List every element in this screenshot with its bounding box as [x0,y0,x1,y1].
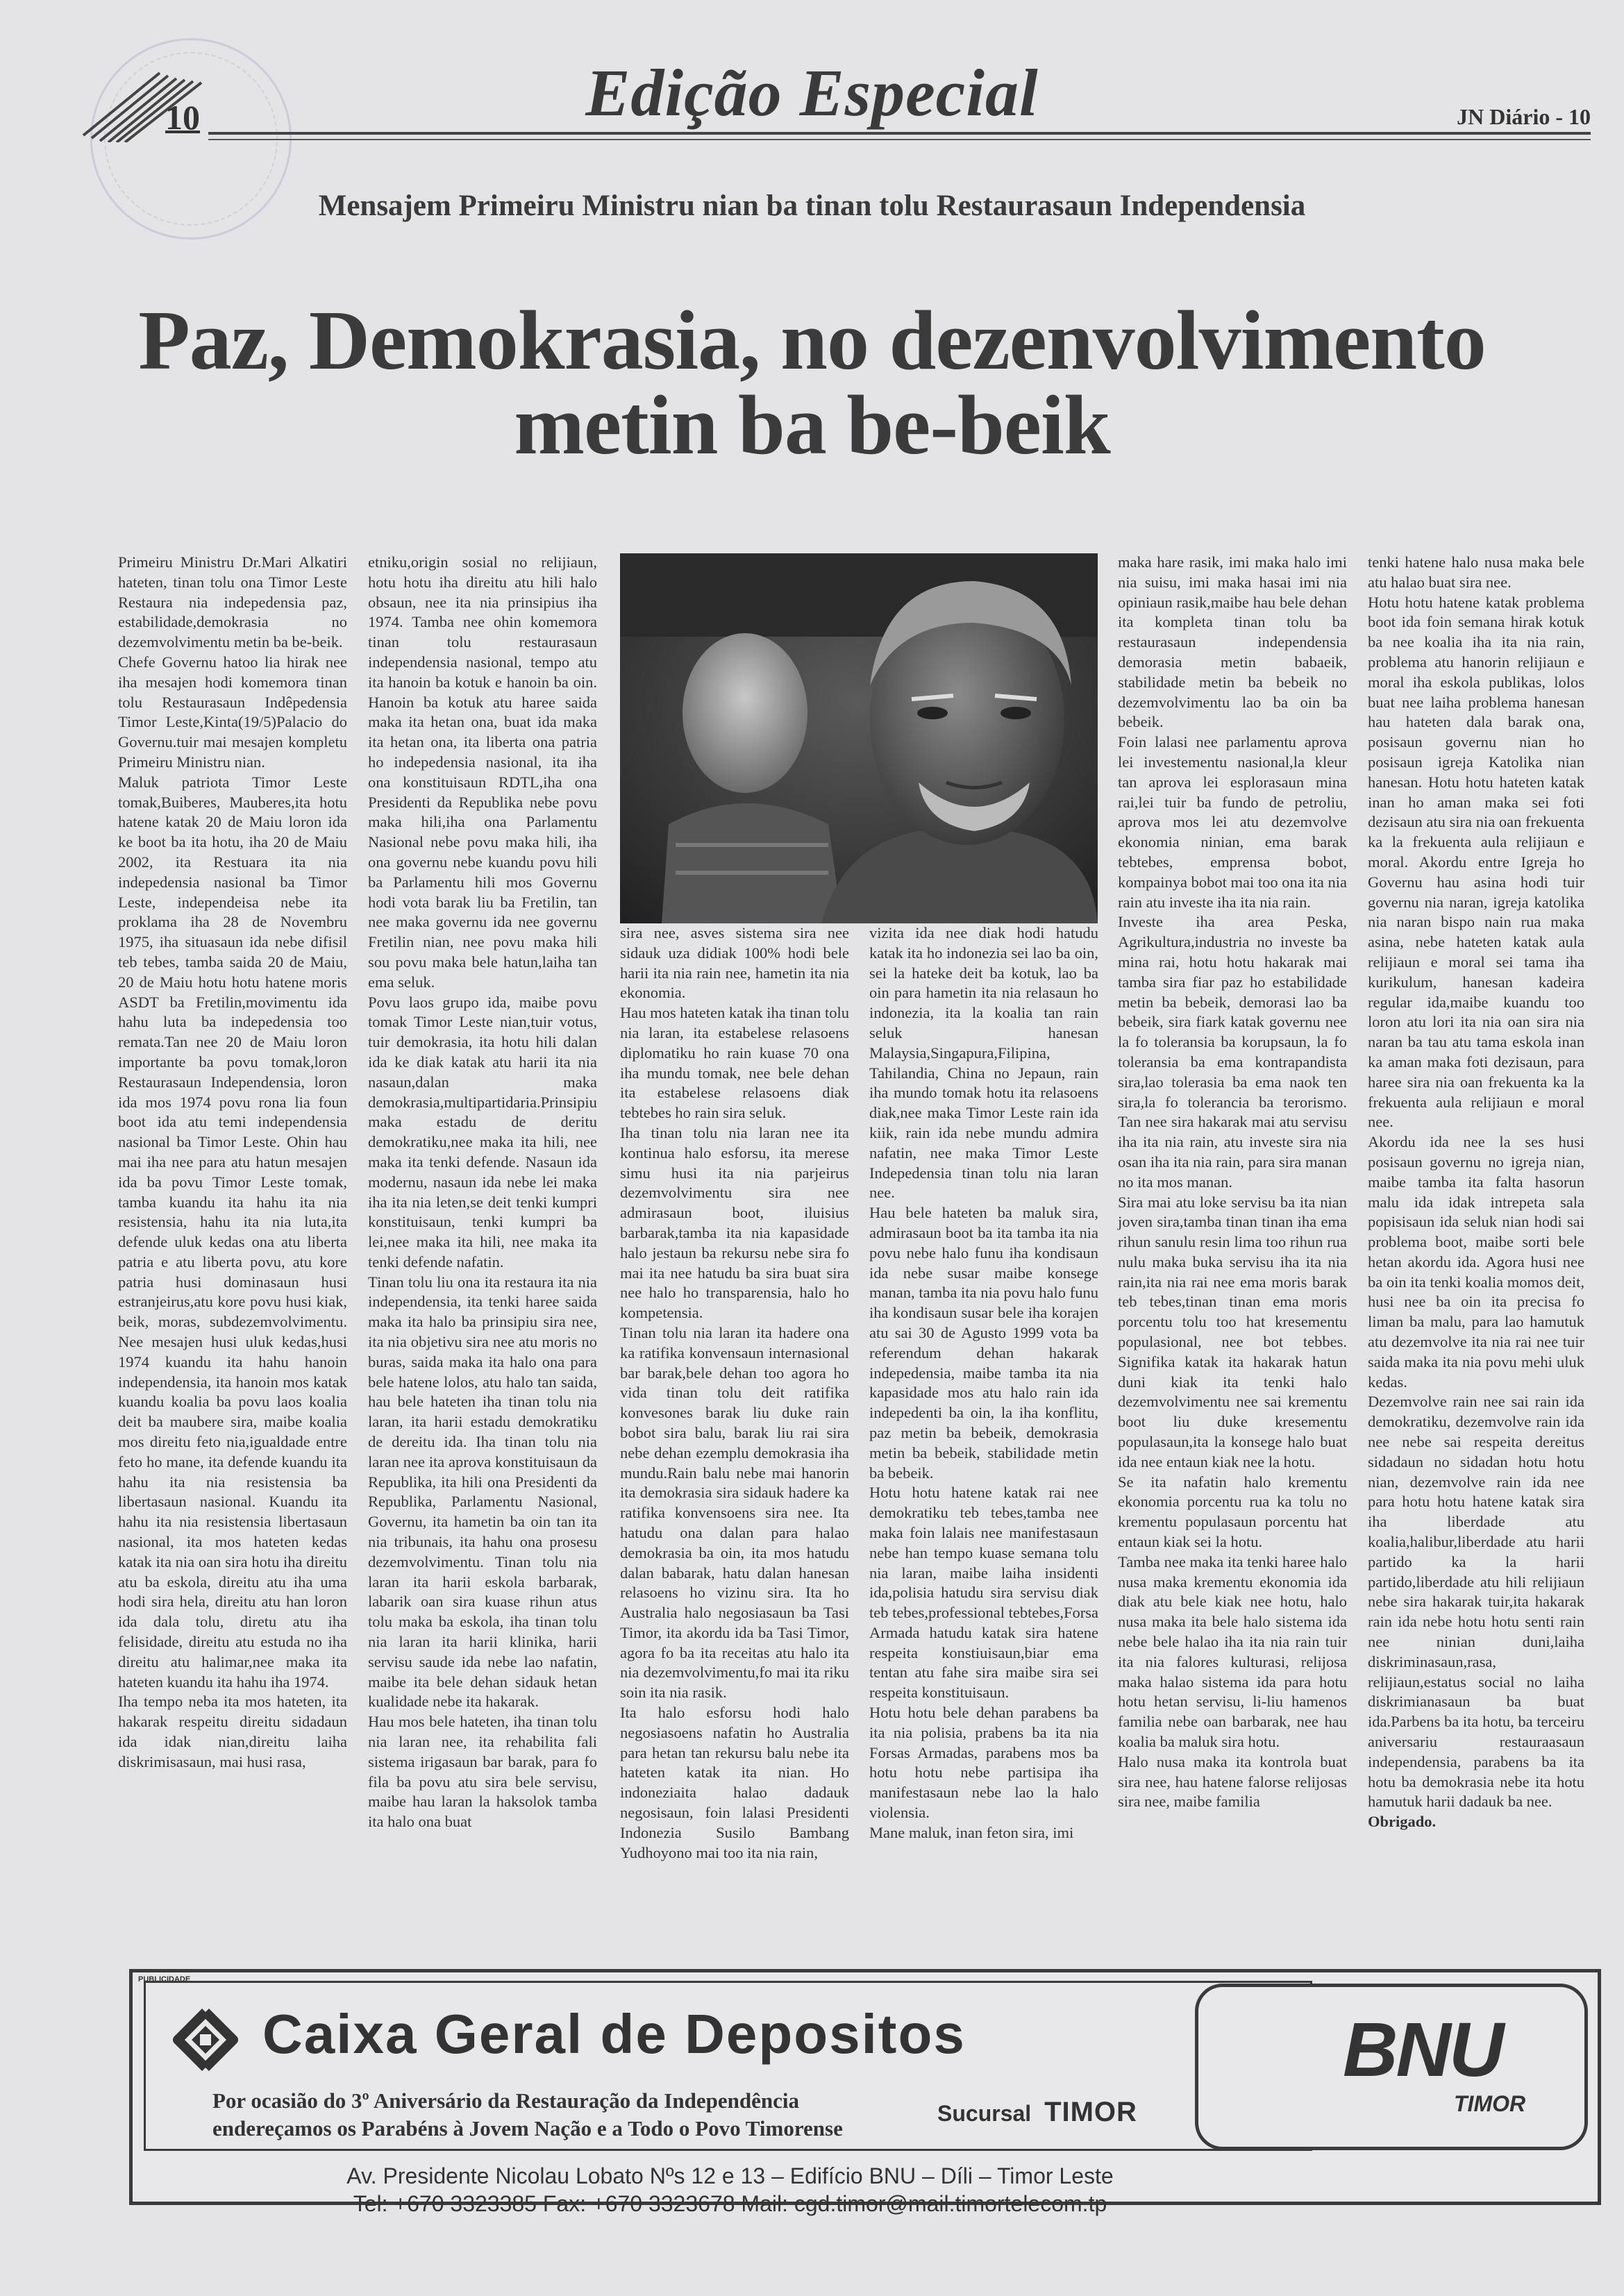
bnu-subtitle: TIMOR [1454,2091,1526,2116]
paragraph: Tamba nee maka ita tenki haree halo nusa maka krementu ekonomia ida diak atu bele kiak nee hotu, halo nusa maka ita bele halo sistema ida nebe bele halao iha ita nia rain tuir ita nia falores kulturasi, relijosa maka halao sistema ida para hotu hotu hetan servisu, li-liu hamenos familia nebe oan barbarak, nee hau koalia ba maluk sira hotu. [1118,1552,1347,1751]
paragraph: Tinan tolu nia laran ita hadere ona ka ratifika konvensaun internasional bar barak,bele dehan too agora ho vida tinan tolu deit ratifika konvesones barak liu duke rain bobot sira balu, barak liu rai sira nebe dehan ezemplu demokrasia iha mundu.Rain balu nebe mai hanorin ita demokrasia sira sidauk hadere ka ratifika konvensoens sira nee. Ita hatudu ona dalan para halao demokrasia ba oin, ita mos hatudu dalan babarak, hatu dalan hanesan relasoens ho vizinu sira. Ita ho Australia halo negosiasaun ba Tasi Timor, ita akordu ida ba Tasi Timor, agora fo ba ita receitas atu halo ita nia dezemvolvimentu,fo mai ita riku soin ita nia rasik. [620,1323,849,1702]
article-column-6 [1368,553,1584,1832]
bnu-logo: BNU [1343,2007,1502,2093]
paragraph: Se ita nafatin halo krementu ekonomia porcentu rua ka tolu no krementu populasaun porcentu hat entaun kiak sei la hotu. [1118,1473,1347,1551]
paragraph: Maluk patriota Timor Leste tomak,Buiberes, Mauberes,ita hotu hatene katak 20 de Maiu loron ida ke boot ba ita hotu, iha 20 de Maiu 2002, ita Restuara ita nia indepedensia nasional ba Timor Leste, independeisa nebe ita proklama iha 28 de Novembru 1975, iha situasaun ida nebe difisil teb tebes, tamba saida 20 de Maiu, 20 de Maiu hotu hotu hatene moris ASDT ba Fretilin,movimentu ida hahu luta ba indepedensia too remata.Tan nee 20 de Maiu loron importante ba povu tomak,loron Restaurasaun Independensia, loron ida mos 1974 povu rona lia foun boot ida atu temi independensia nasional ba Timor Leste. Ohin hau mai iha nee para atu hatun mesajen ida ba povu Timor Leste tomak, tamba kuandu ita hahu ita nia resistensia, hahu ita nia luta,ita defende uluk kedas ona atu liberta patria e atu liberta povu, atu kore patria husi dominasaun husi estranjeirus,atu kore povu husi kiak, beik, moras, subdezemvolvimentu. Nee mesajen husi uluk kedas,husi 1974 kuandu ita hahu hanoin independensia, ita hanoin mos katak kuandu koalia ba povu laos koalia deit ba maubere sira, maibe koalia mos direitu feto nia,igualdade entre feto ho mane, ita defende kuandu ita hahu ita nia resistensia ba libertasaun nasional. Kuandu ita hahu ita nia resistensia libertasaun nasional, ita mos hateten kedas katak ita nia oan sira hotu iha direitu atu ba eskola, direitu atu iha uma hodi sira hela, direitu atu han loron ida dala tolu, diretu atu iha felisidade, direitu atu estuda no iha direitu atu halimar,nee maka ita hateten kuandu ita hahu iha 1974. [118,773,347,1691]
paragraph: Foin lalasi nee parlamentu aprova lei investementu nasional,la kleur tan aprova lei esplorasaun mina rai,lei tuir ba fundo de petroliu, aprova mos lei atu dezemvolve ekonomia ninian, ema barak tebtebes, emprensa bobot, kompainya bobot mai too ona ita nia rain atu investe iha ita nia rain. [1118,733,1347,911]
paragraph: Dezemvolve rain nee sai rain ida demokratiku, dezemvolve rain ida nee nebe sai respeita dereitus sidadaun no sidadan hotu hotu nian, dezemvolve rain ida nee para hotu hotu hatene katak sira iha liberdade atu koalia,halibur,liberdade atu harii partido ka la harii partido,liberdade atu hili relijiaun nebe sira hakarak tuir,ita hakarak rain ida nebe hotu hotu senti rain nee ninian duni,laiha diskriminasaun,rasa, relijiaun,estatus social no laiha diskrimianasaun ba buat ida.Parbens ba ita hotu, ba terceiru aniversariu restauraasaun independensia, parabens ba ita hotu ba demokrasia nebe ita hotu hamutuk harii dadauk ba nee. [1368,1393,1584,1811]
paragraph: Hotu hotu hatene katak rai nee demokratiku teb tebes,tamba nee maka foin lalais nee manifestasaun nebe han tempo kuase semana tolu nia laran, maibe laiha insidenti ida,polisia hatudu sira servisu diak teb tebes,professional tebtebes,Forsa Armada hatudu katak sira hatene respeita konstiuisaun,biar ema tentan atu fahe sira maibe sira sei respeita konstituisaun. [869,1484,1098,1702]
headline [0,294,1624,472]
paragraph: Investe iha area Peska, Agrikultura,industria no investe ba mina rai, hotu hotu hakarak mai tamba sira fiar paz ho estabilidade metin ba bebeik, demorasi lao ba bebeik, sira fiark katak governu nee la fo toleransia ba korupsaun, la fo toleransia ba ema kontrapandista sira,lao tolerasia ba ema naok ten sira,la fo tolerancia ba terorismo. Tan nee sira hakarak mai atu servisu iha ita nia rain, atu investe sira nia osan iha ita nia rain, para sira manan no ita mos manan. [1118,913,1347,1191]
paragraph: Primeiru Ministru Dr.Mari Alkatiri hateten, tinan tolu ona Timor Leste Restaura nia indepedensia paz, estabilidade,demokrasia no dezemvolvimentu metin ba be-beik. [118,553,347,651]
paragraph: Iha tinan tolu nia laran nee ita kontinua halo esforsu, ita merese simu husi ita nia parjeirus dezemvolvimentu sira nee admirasaun boot, iluisius barbarak,tamba ita nia kapasidade halo jestaun ba rekursu nebe sira fo mai ita nee hatudu ba sira buat sira nee halo ho transparensia, halo ho kompetensia. [620,1123,849,1322]
paragraph: maka hare rasik, imi maka halo imi nia suisu, imi maka hasai imi nia opiniaun rasik,maibe hau bele dehan ita kompleta tinan tolu ba restaurasaun independensia demorasia metin babaeik, stabilidade metin ba bebeik no dezemvolvimentu lao ba oin ba bebeik. [1118,553,1347,731]
paragraph: sira nee, asves sistema sira nee sidauk uza didiak 100% hodi bele harii ita nia rain nee, hametin ita nia ekonomia. [620,924,849,1002]
cgd-logo-icon [164,2005,247,2075]
closing-signoff: Obrigado. [1368,1813,1437,1831]
article-column-3 [620,923,849,1863]
paragraph: Hau mos hateten katak iha tinan tolu nia laran, ita estabelese relasoens diplomatiku ho rain kuase 70 ona iha mundu tomak, nee bele dehan ita estabelese relasoens diak tebtebes ho rain sira seluk. [620,1004,849,1122]
article-column-5 [1118,553,1347,1812]
paragraph: Hau bele hateten ba maluk sira, admirasaun boot ba ita tamba ita nia povu nebe halo funu iha kondisaun ida nebe susar maibe konsege manan, tamba ita nia povu halo funu iha kondisaun susar bele iha korajen atu sai 30 de Agusto 1999 vota ba referendum dehan hakarak indepedensia, maibe tamba ita nia kapasidade mos atu halo rain ida indepedenti ba oin, la iha konflitu, paz metin ba bebeik, demokrasia metin ba bebeik, stabilidade metin ba bebeik. [869,1204,1098,1482]
headline-line-2: metin ba be-beik [514,378,1110,472]
edition-title: Edição Especial [585,56,1039,130]
article-column-1 [118,553,347,1773]
kicker: Mensajem Primeiru Ministru nian ba tinan tolu Restaurasaun Independensia [318,190,1306,222]
branch-label [937,2097,1137,2128]
bnu-panel [1195,1984,1588,2150]
ad-message-line-1: Por ocasião do 3º Aniversário da Restauração da Independência [212,2088,799,2113]
ad-address [146,2162,1314,2218]
headline-line-1: Paz, Demokrasia, no dezenvolvimento [138,294,1486,387]
paragraph: Halo nusa maka ita kontrola buat sira nee, hau hatene falorse relijosas sira nee, maibe familia [1118,1752,1347,1811]
cgd-panel [144,1981,1312,2216]
bank-name: Caixa Geral de Depositos [262,2003,966,2065]
paragraph: Hotu hotu hatene katak problema boot ida foin semana hirak kotuk ba nee koalia iha ita nia rain, problema atu hanorin relijiaun e moral iha eskola publikas, lolos buat nee laiha problema hanesan hau hateten dala barak ona, posisaun governu nian ho posisaun igreja Katolika nian hanesan. Hotu hotu hateten katak inan ho aman maka sei foti dezisaun atu sira nia oan frekuenta ka la frekuenta aula relijiaun e moral. Akordu entre Igreja ho Governu hau asina hodi tuir governu nia naran, igreja katolika nia naran bispo nain rua maka asina, nebe hateten katak aula relijiaun e moral sei tama iha kurikulum, hanesan kadeira regular ida,maibe kuandu too loron atu lori ita nia oan sira nia naran ba tau atu tama eskola inan ka aman maka foti dezisaun, para haree sira nia oan frekuenta ka la frekuenta aula relijiaun e moral nee. [1368,593,1584,1131]
ad-label: PUBLICIDADE [138,1975,191,1984]
paragraph: tenki hatene halo nusa maka bele atu halao buat sira nee. [1368,553,1584,591]
bank-advertisement [129,1969,1601,2216]
page-number: 10 [165,98,200,137]
paragraph: Povu laos grupo ida, maibe povu tomak Timor Leste nian,tuir votus, tuir demokrasia, ita hotu hili dalan ida ke diak katak atu harii ita nia nasaun,dalan maka demokrasia,multipartidaria.Prinsipiu maka estadu de deritu demokratiku,nee maka ita hili, nee maka ita tenki defende. Nasaun ida modernu, nasaun ida nebe lei maka iha ita nia leten,se deit tenki kumpri konstituisaun, tenki kumpri ba lei,nee maka ita hili, nee maka ita tenki defende nafatin. [368,993,597,1271]
header-rule-thin [208,139,1591,140]
portrait-photo [620,553,1098,923]
address-line: Av. Presidente Nicolau Lobato Nºs 12 e 13 – Edifício BNU – Díli – Timor Leste [346,2163,1114,2188]
paragraph: Chefe Governu hatoo lia hirak nee iha mesajen hodi komemora tinan tolu Restaurasaun Indêpedensia Timor Leste,Kinta(19/5)Palacio do Governu.tuir mai mesajen kompletu Primeiru Ministru nian. [118,653,347,771]
article-column-2 [368,553,597,1832]
article-column-4 [869,923,1098,1843]
paragraph: Hotu hotu bele dehan parabens ba ita nia polisia, prabens ba ita nia Forsas Armadas, parabens mos ba hotu hotu nebe partisipa iha manifestasaun nebe lao la halo violensia. [869,1704,1098,1822]
portrait-photo-image [620,553,1098,923]
ad-message [212,2087,843,2143]
paragraph: etniku,origin sosial no relijiaun, hotu hotu iha direitu atu hili halo obsaun, nee ita nia prinsipius iha 1974. Tamba nee ohin komemora tinan tolu restaurasaun independensia nasional, tempo atu ita hanoin ba kotuk e hanoin ba oin. Hanoin ba kotuk atu haree saida maka ita hetan ona, buat ida maka ita hetan ona, ita liberta ona patria ho indepedensia nasional, ita iha ona konstituisaun RDTL,iha ona Presidenti da Republika nebe povu maka hili,iha ona Parlamentu Nasional nebe povu maka hili, iha ona governu nebe kuandu povu hili ba Parlamentu hili mos Governu hodi vota barak liu ba Fretilin, tan nee maka governu ida nee governu Fretilin nian, nee povu maka hili sou povu maka bele hatun,laiha tan ema seluk. [368,553,597,991]
paragraph: Tinan tolu liu ona ita restaura ita nia independensia, ita tenki haree saida maka ita halo ba prinsipiu sira nee, ita nia objetivu sira nee atu moris no buras, saida maka ita halo ona para bele hatene lolos, atu halo tan saida, hau bele hateten iha tinan tolu nia laran, ita harii estadu demokratiku de dereitu ida. Iha tinan tolu nia laran nee ita aprova konstituisaun da Republika, ita hili ona Presidenti da Republika, Parlamentu Nasional, Governu, ita hametin ba oin tan ita nia tribunais, ita hahu ona prosesu dezemvolvimentu. Tinan tolu nia laran ita harii eskola barbarak, labarik oan sira kuase rihun atus tolu maka ba eskola, iha tinan tolu nia laran ita harii klinika, harii servisu saude ida nebe lao nafatin, maibe ita bele dehan sidauk hetan kualidade nebe ita hakarak. [368,1273,597,1711]
contact-line: Tel: +670 3323385 Fax: +670 3323678 Mail: cgd.timor@mail.timortelecom.tp [353,2191,1107,2216]
sucursal-text: Sucursal [937,2101,1032,2126]
paragraph: Mane maluk, inan feton sira, imi [869,1823,1074,1841]
paragraph: Ita halo esforsu hodi halo negosiasoens nafatin ho Australia para hetan tan rekursu balu nebe ita hateten katak ita nian. Ho indoneziaita halao dadauk negosisaun, foin lalasi Presidenti Indonezia Susilo Bambang Yudhoyono mai too ita nia rain, [620,1704,849,1861]
sucursal-place: TIMOR [1044,2097,1137,2127]
paper-reference: JN Diário - 10 [1457,104,1591,129]
ad-message-line-2: endereçamos os Parabéns à Jovem Nação e a Todo o Povo Timorense [212,2116,843,2140]
paragraph: Hau mos bele hateten, iha tinan tolu nia laran nee, ita rehabilita fali sistema irigasaun bar barak, para fo fila ba povu atu sira bele servisu, maibe hau laran la haksolok tamba ita halo ona buat [368,1713,597,1831]
paragraph: Akordu ida nee la ses husi posisaun governu no igreja nian, maibe tamba ita falta hasorun malu ida idak intrepeta sala popisisaun ida seluk nian hodi sai problema boot, maibe sorti bele hetan akordu ida. Agora husi nee ba oin ita tenki koalia momos deit, husi nee ba oin ita precisa fo liman ba malu, para lao hamutuk atu dezemvolve ita nia rai nee tuir saida maka ita nia povu mehi uluk kedas. [1368,1133,1584,1391]
paragraph: Iha tempo neba ita mos hateten, ita hakarak respeitu direitu sidadaun ida idak nian,direitu laiha diskrimisasaun, mai husi rasa, [118,1693,347,1770]
header-rule [208,132,1591,135]
paragraph: Sira mai atu loke servisu ba ita nian joven sira,tamba tinan tinan iha ema rihun sanulu resin lima too rihun rua nulu maka buka servisu iha ita nia rain,ita nia rai nee ema moris barak teb tebes,tinan tinan ema moris porcentu tolu too hat kresementu populasional, nee bot tebbes. Signifika katak ita hakarak hatun duni kiak ita tenki halo dezemvolvimentu nee sai krementu boot liu duke kresementu populasaun,ita la konsege halo buat ida nee entaun kiak nee la hotu. [1118,1193,1347,1470]
paragraph: vizita ida nee diak hodi hatudu katak ita ho indonezia sei lao ba oin, sei la hateke deit ba kotuk, lao ba oin para hametin ita nia relasaun ho indonezia, ita la koalia tan rain seluk hanesan Malaysia,Singapura,Filipina, Tahilandia, China no Jepaun, rain iha mundo tomak hotu ita relasoens diak,nee maka Timor Leste rain ida kiik, rain ida nebe mundu admira nafatin, nee maka Timor Leste Indepedensia tinan tolu nia laran nee. [869,924,1098,1202]
